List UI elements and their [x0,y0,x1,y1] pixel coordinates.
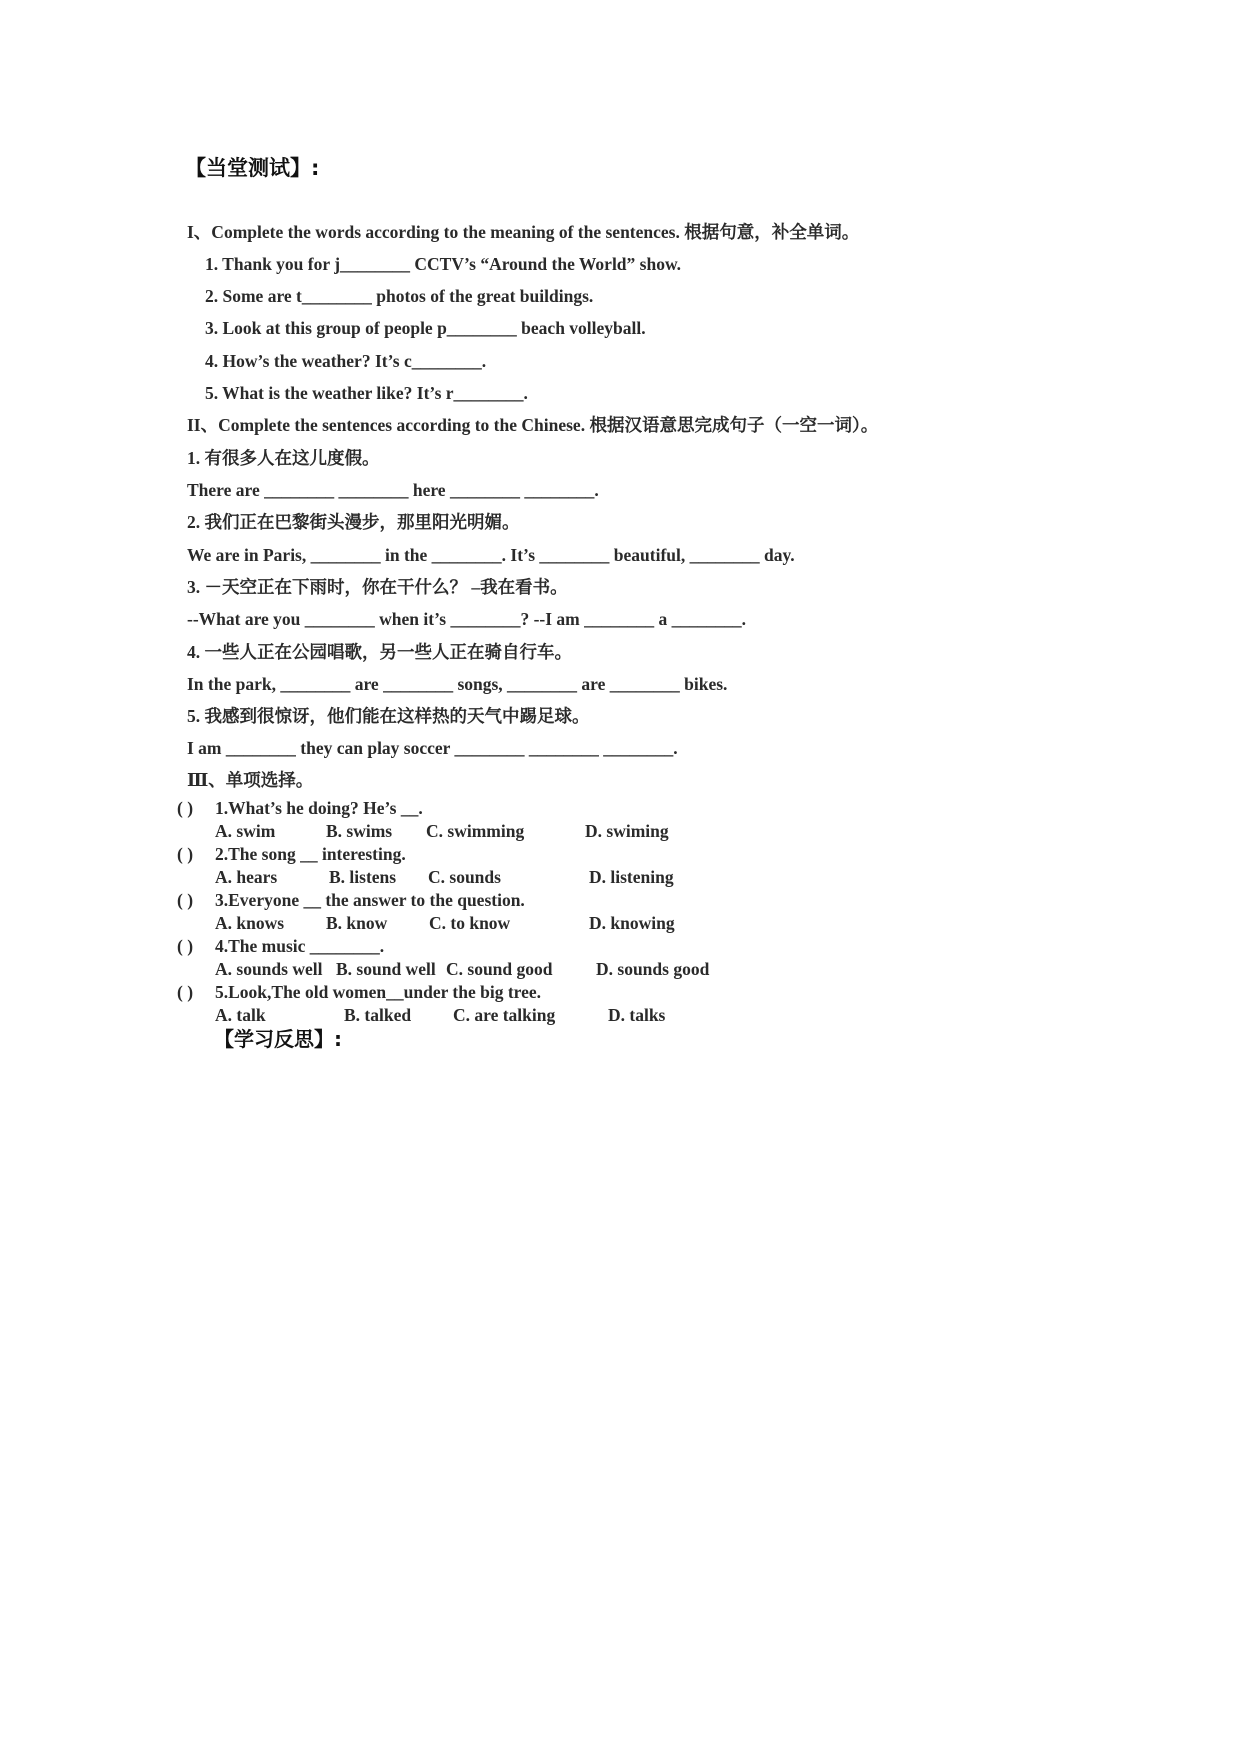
question-stem: 5.Look,The old women__under the big tree. [215,982,542,1002]
answer-blank[interactable]: ( ) [177,890,194,910]
option-c: C. sounds [428,867,501,887]
section2-chinese: 4. 一些人正在公园唱歌，另一些人正在骑自行车。 [187,642,572,662]
section2-chinese: 2. 我们正在巴黎街头漫步，那里阳光明媚。 [187,512,520,532]
answer-blank[interactable]: ( ) [177,936,194,956]
option-b: B. listens [329,867,397,887]
section1-item: 1. Thank you for j________ CCTV’s “Around the World” show. [205,254,682,274]
option-d: D. swiming [585,821,669,841]
section-title-reflection: 【学习反思】: [214,1027,342,1051]
option-c: C. sound good [446,959,553,979]
section-title-classroom-test: 【当堂测试】: [185,156,320,180]
option-b: B. know [326,913,388,933]
section2-chinese: 1. 有很多人在这儿度假。 [187,448,380,468]
option-a: A. sounds well [215,959,323,979]
option-d: D. listening [589,867,674,887]
option-d: D. talks [608,1005,666,1025]
option-a: A. talk [215,1005,266,1025]
section2-chinese: 5. 我感到很惊讶，他们能在这样热的天气中踢足球。 [187,706,590,726]
question-stem: 2.The song __ interesting. [215,844,406,864]
section1-item: 3. Look at this group of people p________ beach volleyball. [205,318,646,338]
option-c: C. are talking [453,1005,556,1025]
section2-english: I am ________ they can play soccer ________ ________ ________. [187,738,678,758]
option-a: A. knows [215,913,285,933]
section2-english: In the park, ________ are ________ songs, ________ are ________ bikes. [187,674,728,694]
question-stem: 3.Everyone __ the answer to the question. [215,890,525,910]
option-d: D. sounds good [596,959,710,979]
option-c: C. to know [429,913,511,933]
answer-blank[interactable]: ( ) [177,844,194,864]
answer-blank[interactable]: ( ) [177,798,194,818]
option-d: D. knowing [589,913,675,933]
section3-heading: Ⅲ、单项选择。 [187,770,314,790]
option-c: C. swimming [426,821,525,841]
question-stem: 1.What’s he doing? He’s __. [215,798,423,818]
section1-item: 5. What is the weather like? It’s r________. [205,383,528,403]
question-stem: 4.The music ________. [215,936,385,956]
section2-english: We are in Paris, ________ in the ________. It’s ________ beautiful, ________ day. [187,545,795,565]
section2-chinese: 3. －天空正在下雨时，你在干什么？ –我在看书。 [187,577,568,597]
section1-item: 2. Some are t________ photos of the great buildings. [205,286,594,306]
option-a: A. swim [215,821,276,841]
section1-heading: I、Complete the words according to the meaning of the sentences. 根据句意，补全单词。 [187,222,860,242]
option-a: A. hears [215,867,278,887]
section1-item: 4. How’s the weather? It’s c________. [205,351,487,371]
section2-heading: II、Complete the sentences according to the Chinese. 根据汉语意思完成句子（一空一词）。 [187,415,879,435]
option-b: B. sound well [336,959,436,979]
option-b: B. talked [344,1005,412,1025]
section2-english: There are ________ ________ here ________ ________. [187,480,599,500]
answer-blank[interactable]: ( ) [177,982,194,1002]
section2-english: --What are you ________ when it’s ________? --I am ________ a ________. [187,609,747,629]
option-b: B. swims [326,821,393,841]
